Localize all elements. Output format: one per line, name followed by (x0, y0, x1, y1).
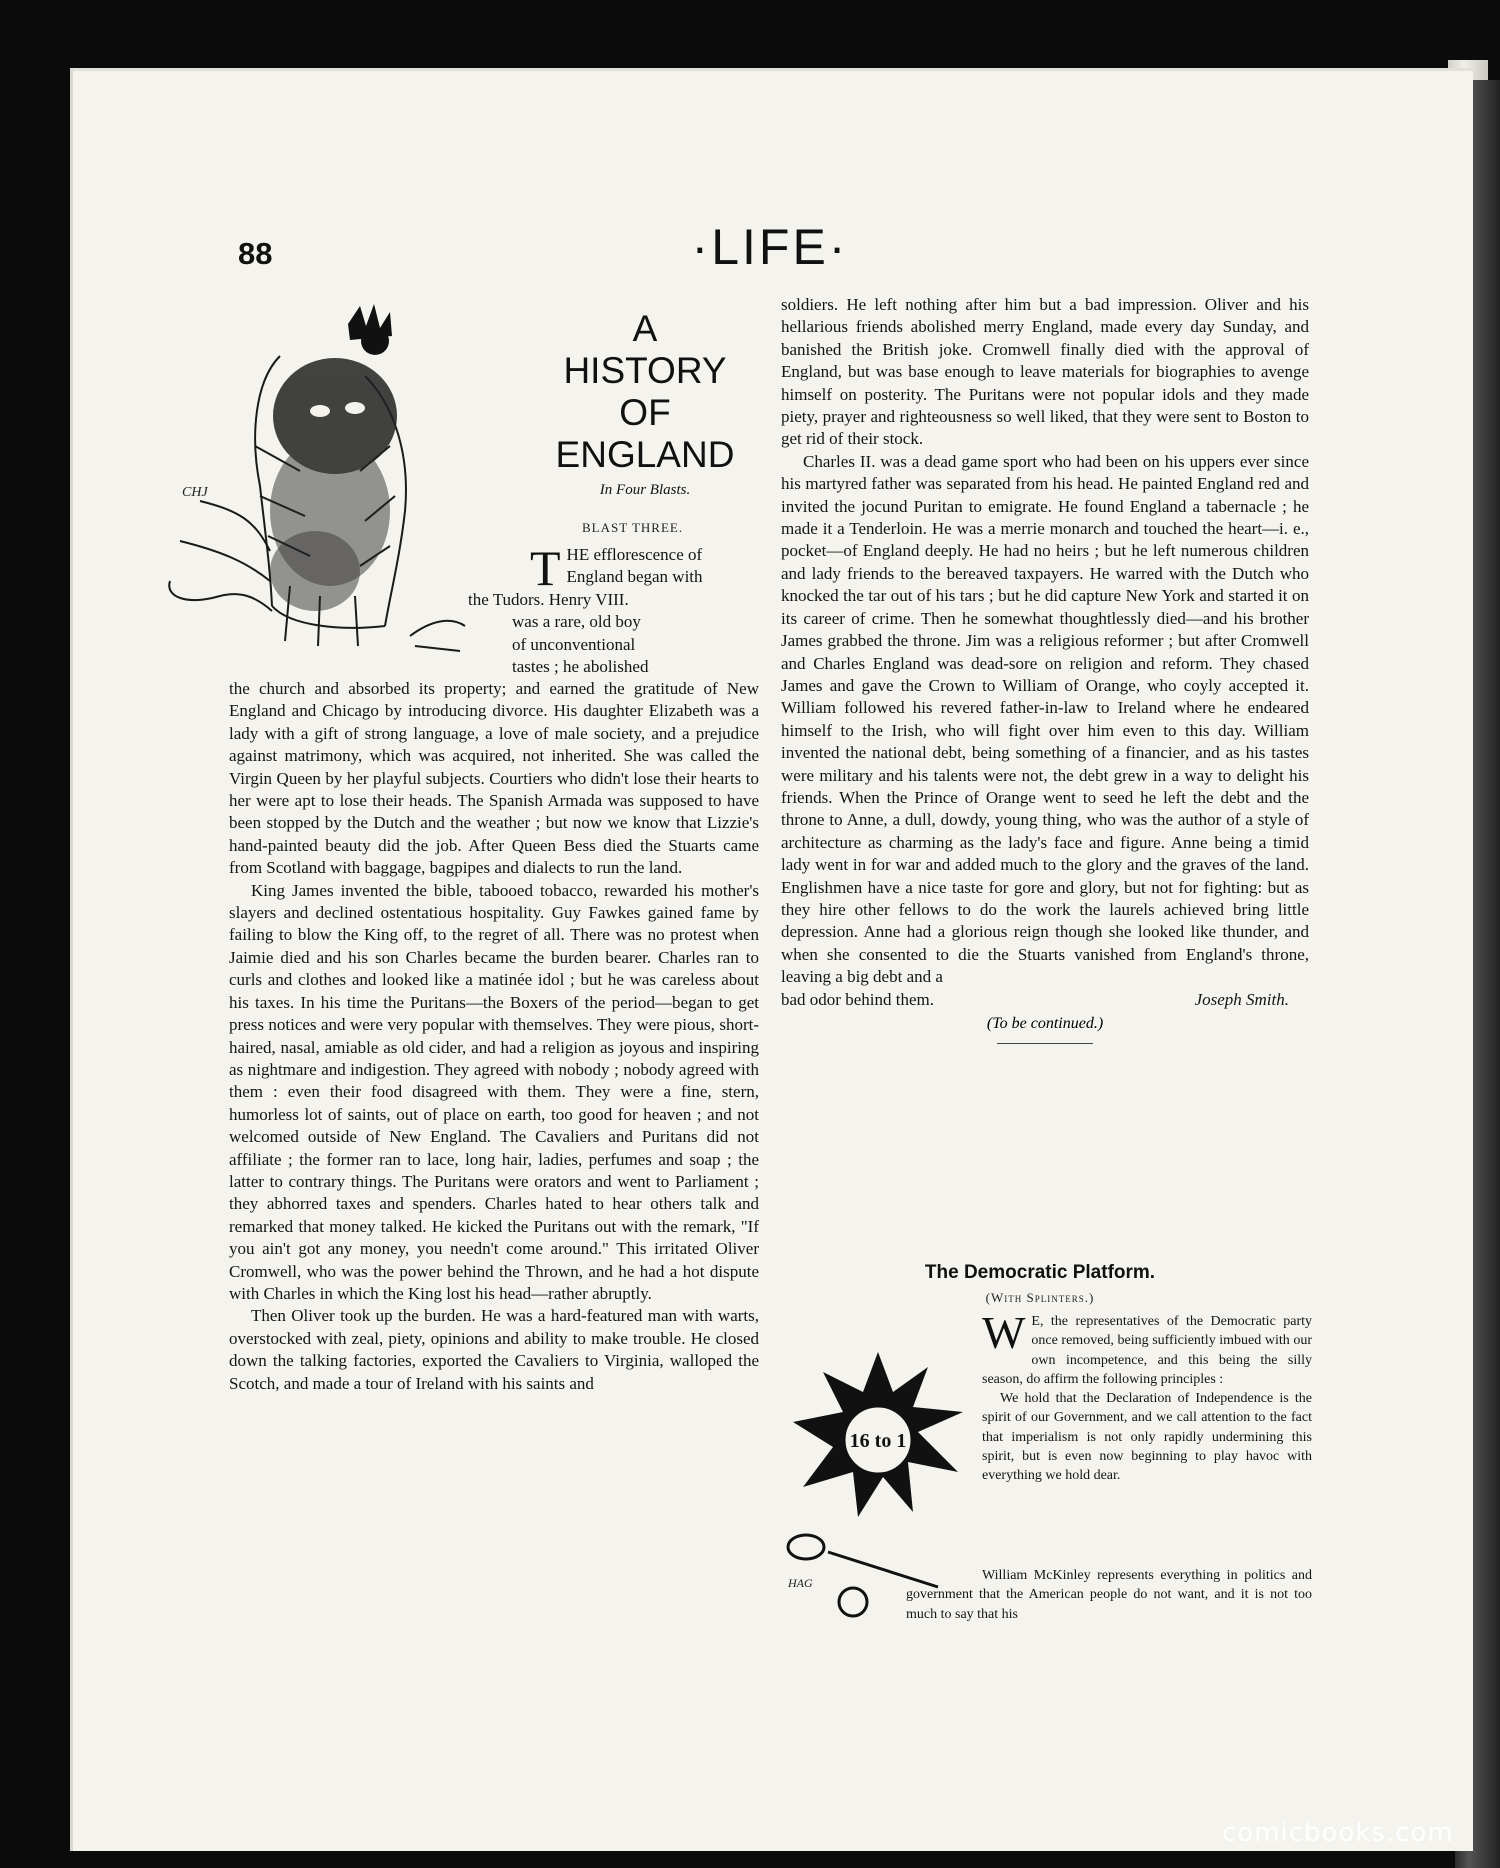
left-column (229, 678, 759, 1395)
cartoon-label: 16 to 1 (849, 1430, 907, 1452)
to-be-continued: (To be continued.) (986, 1015, 1104, 1032)
body-paragraph: Charles II. was a dead game sport who had been on his uppers ever since his martyred father was separated from his head. He painted England red and invited the jocund Puritan to emigrate. He found England a tabernacle ; he made it a Tenderloin. He was a merrie monarch and touched the heart—i. e., pocket—of England deeply. He had no heirs ; but he left numerous children and lady friends to the bereaved taxpayers. He warred with the Dutch who knocked the tar out of his tars ; but he did capture New York and started it on its career of crime. Then he somewhat thoughtlessly died—and his brother James grabbed the throne. Jim was a religious reformer ; but after Cromwell and Charles England was dead-sore on religion and reform. They chased James and gave the Crown to William of Orange, who coyly accepted it. William followed his revered father-in-law to Ireland where he endeared himself to the Irish, who will fight over him even to this day. William invented the national debt, being something of a financier, and as his tastes were military and his talents were not, the debt grew in a way to delight his friends. When the Prince of Orange went to seed he left the debt and the throne to Anne, a dull, dowdy, young thing, who was the author of a style of architecture as charming as the lady's face and figure. Anne being a timid lady went in for war and added much to the glory and the graves of the land. Englishmen have a nice taste for gore and glory, but not for fighting: but as they hire other fellows to do the work the laurels achieved bring little depression. Anne had a glorious reign though she looked like thunder, and when she consented to die the Stuarts vanished from England's throne, leaving a big debt and a (781, 451, 1309, 987)
article-title (540, 308, 750, 499)
intro-line: was a rare, old boy (512, 612, 641, 632)
section-heading: BLAST THREE. (582, 520, 684, 535)
intro-block (468, 540, 755, 678)
platform-text (982, 1307, 1312, 1486)
watermark: comicbooks.com (1222, 1818, 1454, 1848)
title-line: OF (619, 392, 671, 433)
right-column (781, 294, 1309, 1044)
intro-line: England began with (566, 567, 703, 587)
title-line: ENGLAND (555, 434, 735, 475)
body-paragraph: soldiers. He left nothing after him but a bad impression. Oliver and his hellarious friends abolished merry England, made every day Sunday, and banished the British joke. Cromwell finally died with the approval of England, but was base enough to leave materials for biographies to avenge himself on posterity. The Puritans were not popular idols and they made piety, prayer and righteousness so well liked, that they were sent to Boston to get rid of their stock. (781, 295, 1309, 449)
title-line: HISTORY (563, 350, 727, 391)
lion-wearing-crown-icon (160, 296, 500, 664)
drop-cap: W (982, 1307, 1026, 1358)
artist-mark: HAG (788, 1576, 813, 1590)
body-paragraph: King James invented the bible, tabooed tobacco, rewarded his mother's slayers and declined ostentatious hospitality. Guy Fawkes gained fame by failing to blow the King off, to the regret of all. There was no protest when Jaimie died and his son Charles became the burden bearer. Charles ran to curls and clothes and looked like a matinée idol ; but he was careless about his taxes. In his time the Puritans—the Boxers of the period—began to get press notices and were very popular with themselves. They were pious, short-haired, nasal, amiable as old cider, and had a religion as joyous and inspiring as nightmare and indigestion. They agreed with nobody ; nobody agreed with them : even their food disagreed with them. They were a fine, stern, humorless lot of saints, out of place on earth, too good for heaven ; and not welcomed outside of New England. The Cavaliers and Puritans did not affiliate ; the former ran to lace, long hair, ladies, perfumes and soap ; the latter to contrary things. The Puritans were orators and went to Parliament ; they abhorred taxes and spenders. Charles hated to hear others talk and remarked that money talked. He kicked the Puritans out with the remark, "If you ain't got any money, you needn't come around." This irritated Oliver Cromwell, who was the power behind the Thrown, and he had a hot dispute with Charles in which the King lost his head—rather abruptly. (229, 880, 759, 1303)
divider (997, 1043, 1093, 1044)
intro-line: the Tudors. Henry VIII. (468, 589, 629, 609)
svg-text:CHJ: CHJ (182, 485, 208, 500)
platform-title: The Democratic Platform. (924, 1262, 1156, 1283)
closing-text: bad odor behind them. (781, 989, 934, 1009)
platform-paragraph: William McKinley represents everything in politics and government that the American people do not want, and it is not too much to say that his (906, 1568, 1312, 1622)
author-signature: Joseph Smith. (1194, 989, 1289, 1009)
page-number: 88 (238, 236, 273, 271)
body-paragraph: the church and absorbed its property; and earned the gratitude of New England and Chicago by introducing divorce. His daughter Elizabeth was a lady with a gift of strong language, a love of male society, and a prejudice against matrimony, which was acquired, not inherited. She was called the Virgin Queen by her playful subjects. Courtiers who didn't lose their hearts to her were apt to lose their heads. The Spanish Armada was supposed to have been stopped by the Dutch and the weather ; but now we know that Lizzie's hand-painted beauty did the job. After Queen Bess died the Stuarts came from Scotland with baggage, bagpipes and dialects to run the land. (229, 679, 759, 878)
platform-paragraph: E, the representatives of the Democratic party once removed, being sufficiently imbued with our own incompetence, and this being the silly season, do affirm the following principles : (982, 1314, 1312, 1387)
platform-paragraph: We hold that the Declaration of Independence is the spirit of our Government, and we call attention to the fact that imperialism is not only rapidly undermining this spirit, but is even now beginning to play havoc with everything we hold dear. (982, 1391, 1312, 1484)
body-paragraph: Then Oliver took up the burden. He was a hard-featured man with warts, overstocked with zeal, piety, opinions and ability to make trouble. He closed down the talking factories, exported the Cavaliers to Virginia, walloped the Scotch, and made a tour of Ireland with his saints and (229, 1306, 759, 1393)
masthead: ·LIFE· (691, 219, 849, 275)
intro-line: HE efflorescence of (566, 545, 703, 564)
platform-text-wide (906, 1566, 1312, 1624)
intro-line: tastes ; he abolished (512, 657, 649, 677)
closing-line (781, 989, 1309, 1011)
title-line: A (632, 308, 658, 349)
drop-cap: T (530, 540, 561, 596)
platform-subtitle: (With Splinters.) (985, 1290, 1095, 1305)
intro-line: of unconventional (512, 634, 636, 654)
article-subtitle: In Four Blasts. (599, 482, 691, 498)
